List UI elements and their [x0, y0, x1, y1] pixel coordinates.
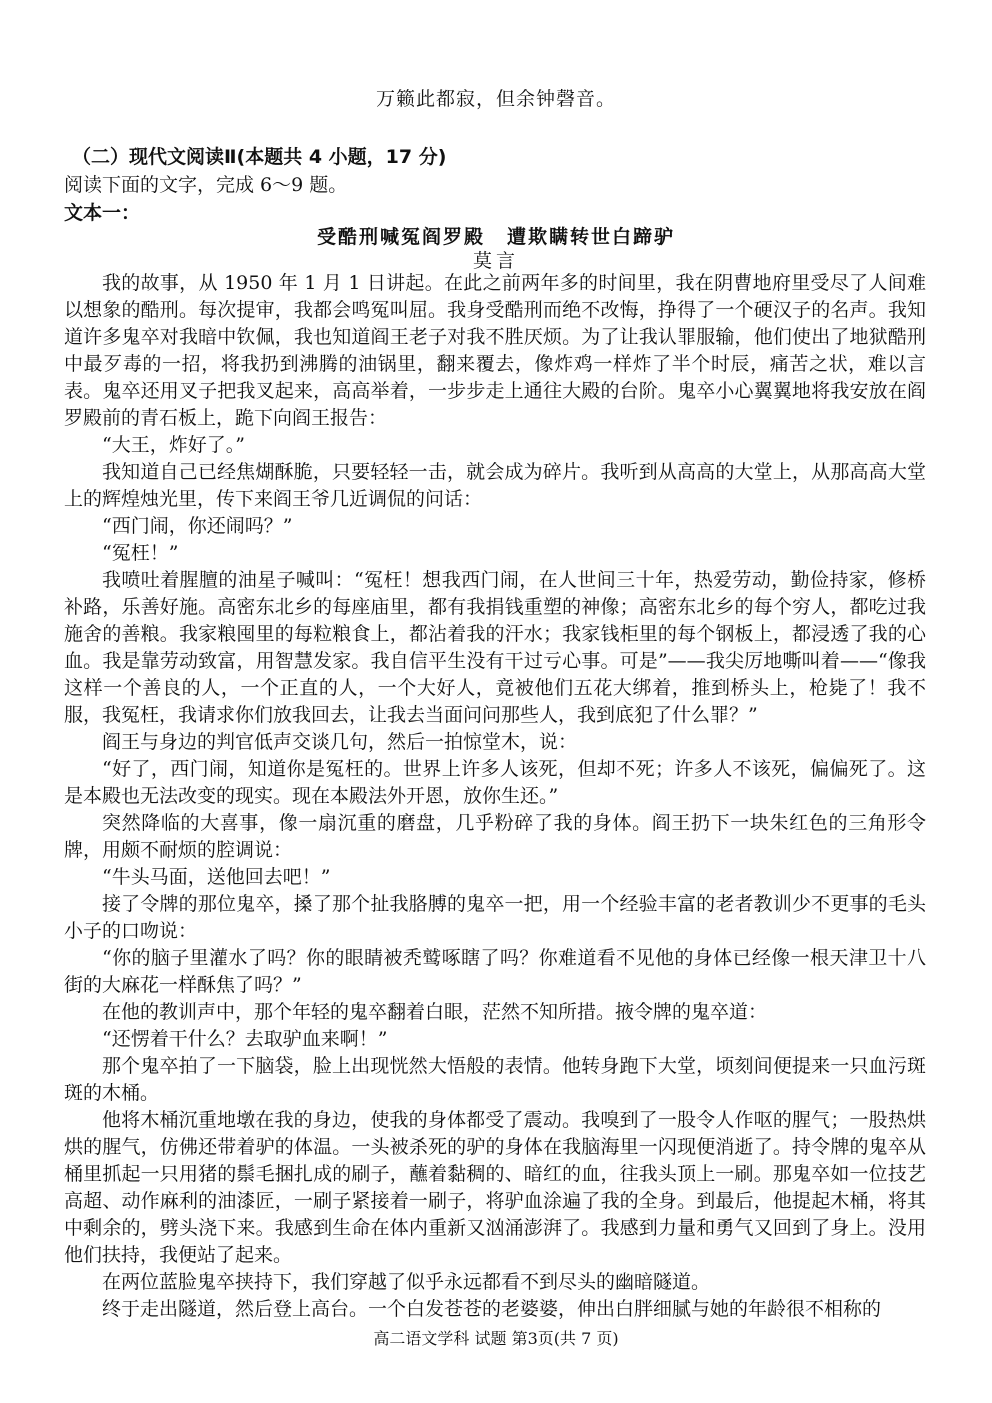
paragraph: 接了令牌的那位鬼卒，搡了那个扯我胳膊的鬼卒一把，用一个经验丰富的老者教训少不更事的毛头小子的口吻说：	[64, 893, 926, 942]
paragraph: 突然降临的大喜事，像一扇沉重的磨盘，几乎粉碎了我的身体。阎王扔下一块朱红色的三角形令牌，用颇不耐烦的腔调说：	[64, 812, 926, 861]
paragraph: “西门闹，你还闹吗？”	[102, 515, 293, 537]
paragraph: 我喷吐着腥膻的油星子喊叫：“冤枉！想我西门闹，在人世间三十年，热爱劳动，勤俭持家，修桥补路，乐善好施。高密东北乡的每座庙里，都有我捐钱重塑的神像；高密东北乡的每个穷人，都吃过我施舍的善粮。我家粮囤里的每粒粮食上，都沾着我的汗水；我家钱柜里的每个钢板上，都浸透了我的心血。我是靠劳动致富，用智慧发家。我自信平生没有干过亏心事。可是”——我尖厉地嘶叫着——“像我这样一个善良的人，一个正直的人，一个大好人，竟被他们五花大绑着，推到桥头上，枪毙了！我不服，我冤枉，我请求你们放我回去，让我去当面问问那些人，我到底犯了什么罪？”	[64, 569, 926, 726]
reading-instruction: 阅读下面的文字，完成 6～9 题。	[64, 174, 348, 196]
paragraph: 阎王与身边的判官低声交谈几句，然后一拍惊堂木，说：	[102, 731, 578, 753]
paragraph: 他将木桶沉重地墩在我的身边，使我的身体都受了震动。我嗅到了一股令人作呕的腥气；一股热烘烘的腥气，仿佛还带着驴的体温。一头被杀死的驴的身体在我脑海里一闪现便消逝了。持令牌的鬼卒从桶里抓起一只用猪的鬃毛捆扎成的刷子，蘸着黏稠的、暗红的血，往我头顶上一刷。那鬼卒如一位技艺高超、动作麻利的油漆匠，一刷子紧接着一刷子，将驴血涂遍了我的全身。到最后，他提起木桶，将其中剩余的，劈头浇下来。我感到生命在体内重新又汹涌澎湃了。我感到力量和勇气又回到了身上。没用他们扶持，我便站了起来。	[64, 1109, 926, 1266]
paragraph: “好了，西门闹，知道你是冤枉的。世界上许多人该死，但却不死；许多人不该死，偏偏死了。这是本殿也无法改变的现实。现在本殿法外开恩，放你生还。”	[64, 758, 926, 807]
story-title	[0, 222, 992, 249]
poem-line: 万籁此都寂，但余钟磬音。	[375, 88, 616, 110]
text-one-label: 文本一：	[64, 202, 141, 224]
paragraph: 我的故事，从 1950 年 1 月 1 日讲起。在此之前两年多的时间里，我在阴曹地府里受尽了人间难以想象的酷刑。每次提审，我都会鸣冤叫屈。我身受酷刑而绝不改悔，挣得了一个硬汉子的名声。我知道许多鬼卒对我暗中钦佩，我也知道阎王老子对我不胜厌烦。为了让我认罪服输，他们使出了地狱酷刑中最歹毒的一招，将我扔到沸腾的油锅里，翻来覆去，像炸鸡一样炸了半个时辰，痛苦之状，难以言表。鬼卒还用叉子把我叉起来，高高举着，一步步走上通往大殿的台阶。鬼卒小心翼翼地将我安放在阎罗殿前的青石板上，跪下向阎王报告：	[64, 272, 926, 429]
story-body	[64, 270, 926, 1323]
paragraph: 我知道自己已经焦煳酥脆，只要轻轻一击，就会成为碎片。我听到从高高的大堂上，从那高高大堂上的辉煌烛光里，传下来阎王爷几近调侃的问话：	[64, 461, 926, 510]
paragraph: “牛头马面，送他回去吧！”	[102, 866, 331, 888]
paragraph: “还愣着干什么？去取驴血来啊！”	[102, 1028, 388, 1050]
section-heading: （二）现代文阅读Ⅱ(本题共 4 小题，17 分)	[72, 146, 447, 168]
paragraph: “冤枉！”	[102, 542, 179, 564]
paragraph: 在两位蓝脸鬼卒挟持下，我们穿越了似乎永远都看不到尽头的幽暗隧道。	[102, 1271, 711, 1293]
story-title-part1: 受酷刑喊冤阎罗殿	[316, 226, 485, 248]
paragraph: 在他的教训声中，那个年轻的鬼卒翻着白眼，茫然不知所措。掖令牌的鬼卒道：	[102, 1001, 768, 1023]
story-author: 莫言	[472, 250, 519, 272]
page-footer: 高二语文学科 试题 第3页(共 7 页)	[373, 1329, 619, 1348]
paragraph: 终于走出隧道，然后登上高台。一个白发苍苍的老婆婆，伸出白胖细腻与她的年龄很不相称的	[102, 1298, 882, 1320]
paragraph: “你的脑子里灌水了吗？你的眼睛被秃鹫啄瞎了吗？你难道看不见他的身体已经像一根天津卫十八街的大麻花一样酥焦了吗？”	[64, 947, 926, 996]
paragraph: 那个鬼卒拍了一下脑袋，脸上出现恍然大悟般的表情。他转身跑下大堂，顷刻间便提来一只血污斑斑的木桶。	[64, 1055, 926, 1104]
story-title-part2: 遭欺瞒转世白蹄驴	[507, 226, 676, 248]
paragraph: “大王，炸好了。”	[102, 434, 245, 456]
